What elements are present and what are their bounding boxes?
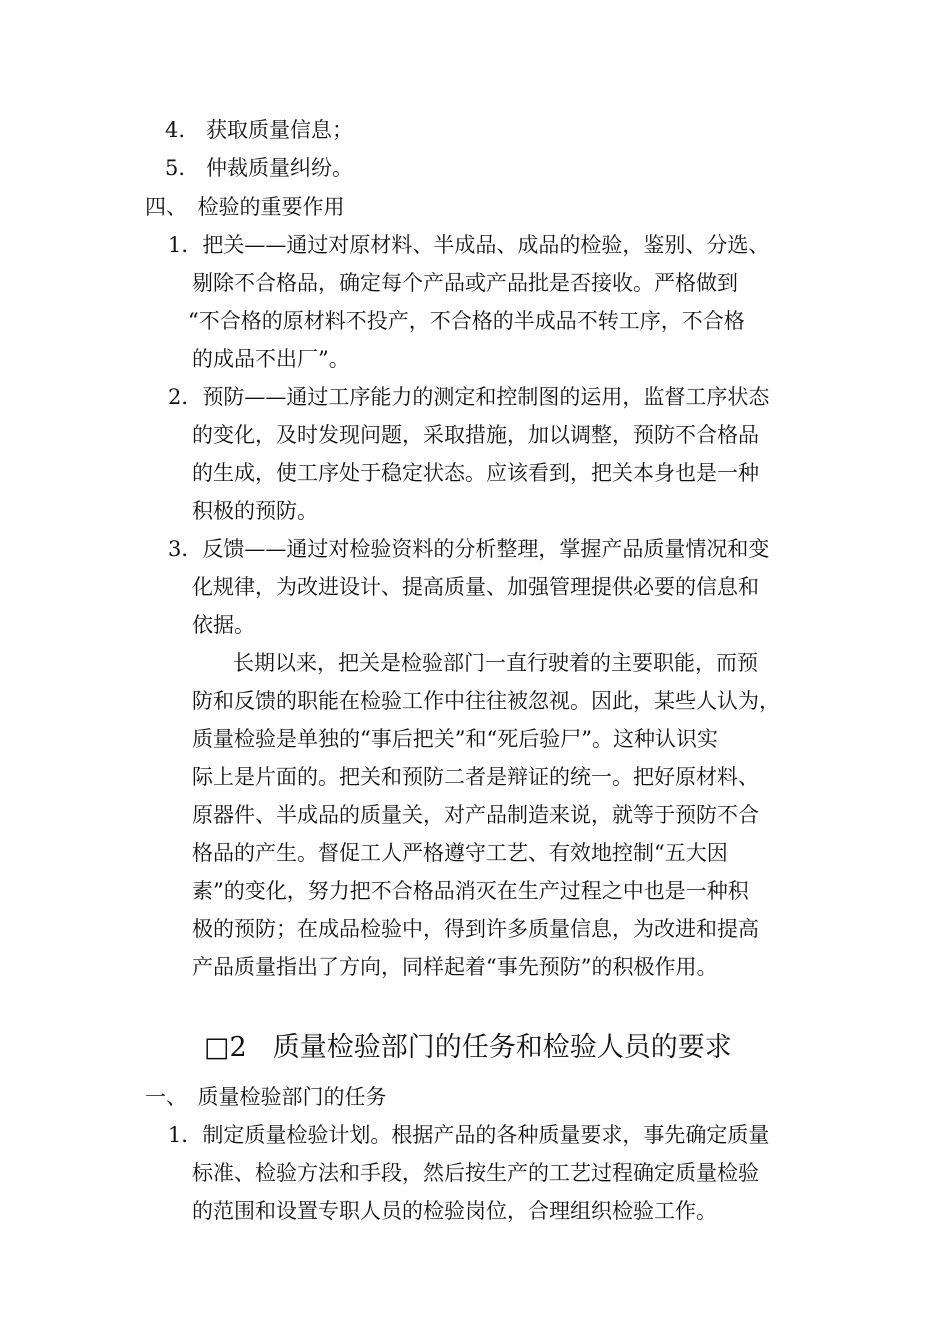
paragraph-line-6: 格品的产生。督促工人严格遵守工艺、有效地控制“五大因 xyxy=(192,841,728,865)
function-item-3-line-1: 3．反馈——通过对检验资料的分析整理，掌握产品质量情况和变 xyxy=(168,537,770,561)
function-item-2-line-1: 2．预防——通过工序能力的测定和控制图的运用，监督工序状态 xyxy=(168,385,770,409)
paragraph-line-1: 长期以来，把关是检验部门一直行驶着的主要职能，而预 xyxy=(233,651,758,675)
paragraph-line-9: 产品质量指出了方向，同样起着“事先预防”的积极作用。 xyxy=(192,955,718,979)
function-item-1-line-2: 剔除不合格品，确定每个产品或产品批是否接收。严格做到 xyxy=(192,271,738,295)
paragraph-line-5: 原器件、半成品的质量关，对产品制造来说，就等于预防不合 xyxy=(192,803,759,827)
task-item-1-line-1: 1．制定质量检验计划。根据产品的各种质量要求，事先确定质量 xyxy=(168,1123,770,1147)
section-heading-4: 四、 检验的重要作用 xyxy=(145,195,345,219)
chapter-number: □2 xyxy=(204,1032,247,1063)
function-item-2-line-2: 的变化，及时发现问题，采取措施，加以调整，预防不合格品 xyxy=(192,423,759,447)
function-item-1-line-1: 1．把关——通过对原材料、半成品、成品的检验，鉴别、分选、 xyxy=(168,233,770,257)
function-item-1-line-4: 的成品不出厂”。 xyxy=(192,347,350,371)
task-item-1-line-2: 标准、检验方法和手段，然后按生产的工艺过程确定质量检验 xyxy=(192,1161,759,1185)
chapter-title: 质量检验部门的任务和检验人员的要求 xyxy=(272,1032,732,1063)
chapter-heading xyxy=(204,1031,732,1065)
function-item-2-line-3: 的生成，使工序处于稳定状态。应该看到，把关本身也是一种 xyxy=(192,461,759,485)
function-item-1-line-3: “不合格的原材料不投产，不合格的半成品不转工序，不合格 xyxy=(188,309,745,333)
paragraph-line-2: 防和反馈的职能在检验工作中往往被忽视。因此，某些人认为， xyxy=(192,689,780,713)
paragraph-line-3: 质量检验是单独的“事后把关”和“死后验尸”。这种认识实 xyxy=(192,727,718,751)
list-item-4: 4. 获取质量信息； xyxy=(165,118,354,142)
paragraph-line-8: 极的预防；在成品检验中，得到许多质量信息，为改进和提高 xyxy=(192,917,759,941)
function-item-3-line-2: 化规律，为改进设计、提高质量、加强管理提供必要的信息和 xyxy=(192,575,759,599)
list-item-5: 5. 仲裁质量纠纷。 xyxy=(165,156,354,180)
paragraph-line-7: 素”的变化，努力把不合格品消灭在生产过程之中也是一种积 xyxy=(192,879,749,903)
function-item-2-line-4: 积极的预防。 xyxy=(192,499,318,523)
function-item-3-line-3: 依据。 xyxy=(192,613,255,637)
task-item-1-line-3: 的范围和设置专职人员的检验岗位，合理组织检验工作。 xyxy=(192,1199,717,1223)
section-heading-1: 一、 质量检验部门的任务 xyxy=(145,1085,387,1109)
paragraph-line-4: 际上是片面的。把关和预防二者是辩证的统一。把好原材料、 xyxy=(192,765,759,789)
